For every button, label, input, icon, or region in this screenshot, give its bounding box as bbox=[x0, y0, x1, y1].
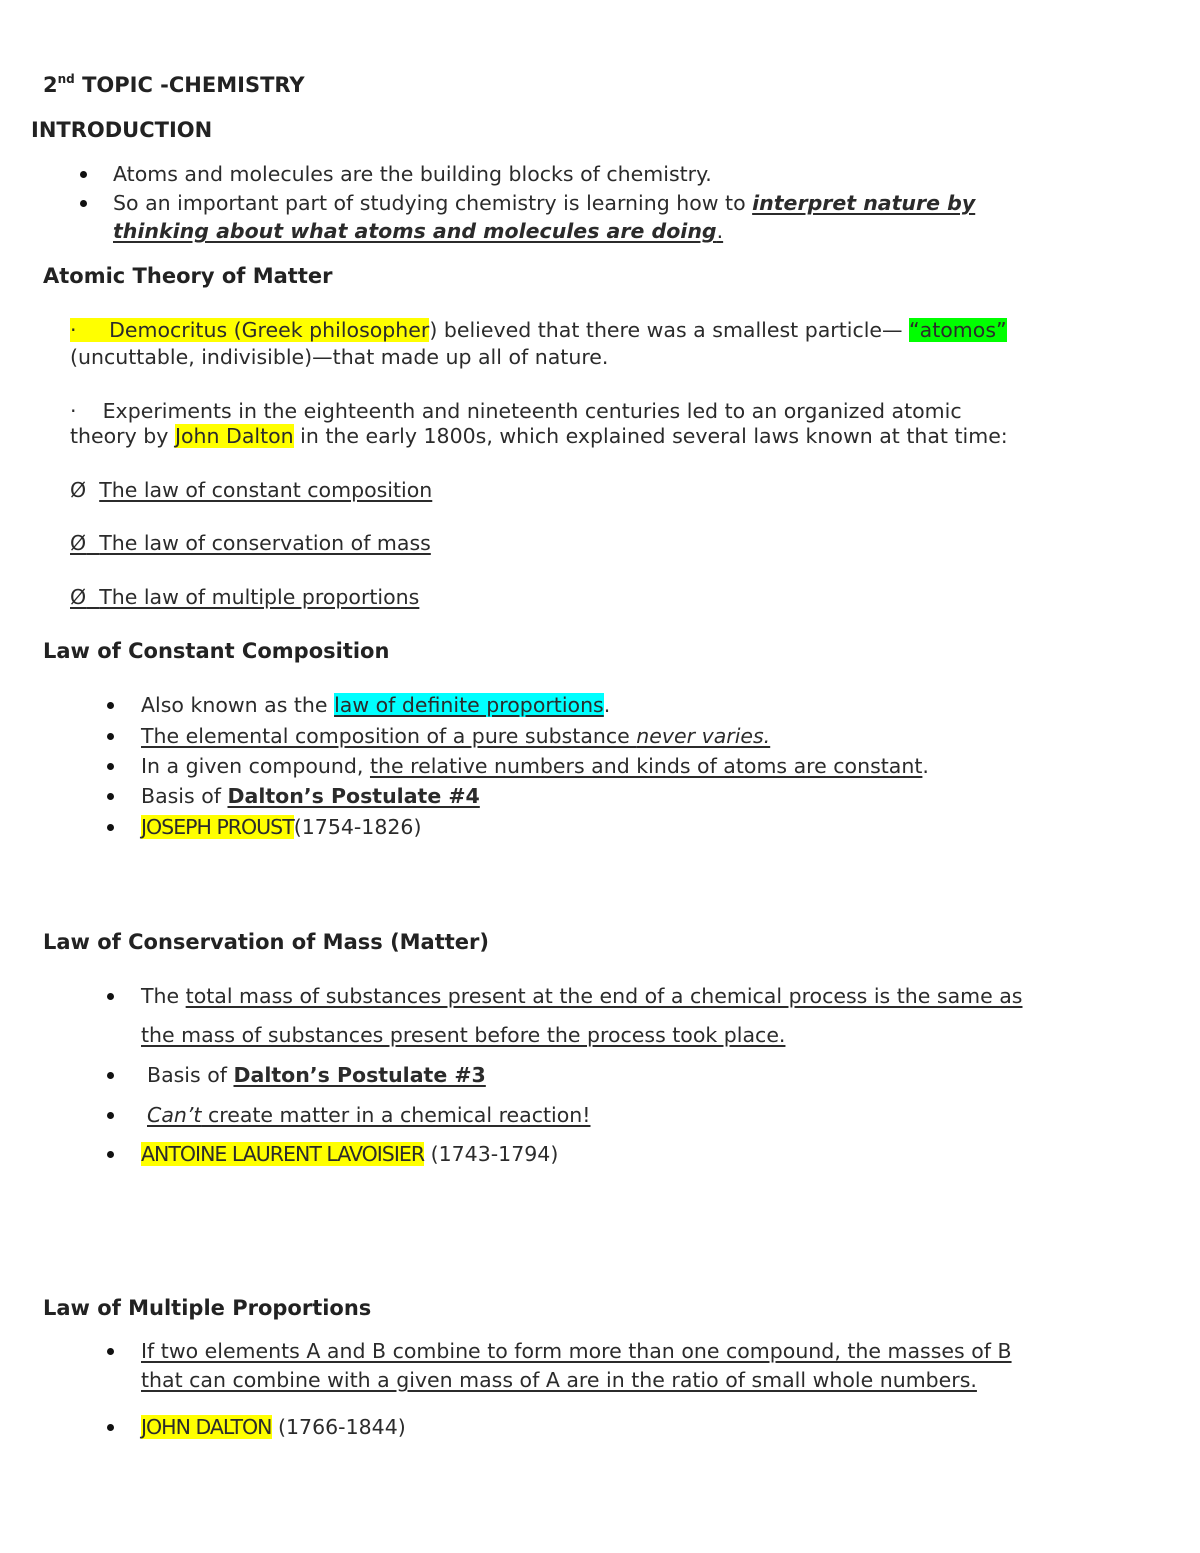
definite-proportions-term: law of definite proportions bbox=[334, 693, 604, 717]
dalton-line-2 bbox=[70, 423, 1008, 449]
conservation-b1-underline: total mass of substances present at the end of a chemical process is the same as bbox=[185, 984, 1023, 1008]
conservation-bullet-2 bbox=[147, 1062, 486, 1088]
constant-b1-end: . bbox=[603, 693, 611, 717]
intro-bullet-2-line-2 bbox=[113, 218, 723, 244]
conservation-bullet-1-line-2 bbox=[141, 1022, 785, 1048]
atomic-theory-heading: Atomic Theory of Matter bbox=[43, 264, 333, 288]
intro-bullet-2-end: . bbox=[716, 219, 724, 243]
bullet-icon bbox=[107, 793, 114, 800]
constant-b1-text: Also known as the bbox=[141, 693, 335, 717]
cant-italic: Can’t bbox=[147, 1103, 202, 1127]
intro-bullet-2-emphasis: interpret nature by bbox=[752, 191, 976, 215]
democritus-name: Democritus (Greek philosopher bbox=[109, 318, 430, 342]
bullet-icon bbox=[107, 1072, 114, 1079]
proust-years: (1754-1826) bbox=[293, 815, 422, 839]
page-title bbox=[43, 72, 305, 98]
constant-bullet-1 bbox=[141, 692, 610, 718]
title-number: 2 bbox=[43, 73, 58, 97]
postulate-4: Dalton’s Postulate #4 bbox=[227, 784, 480, 808]
conservation-bullet-4 bbox=[141, 1141, 558, 1167]
law-item-2 bbox=[70, 530, 431, 556]
middle-dot: · bbox=[70, 399, 77, 423]
bullet-icon bbox=[107, 733, 114, 740]
bullet-icon bbox=[107, 702, 114, 709]
dalton-text-2: theory by bbox=[70, 424, 175, 448]
conservation-bullet-1-line-1 bbox=[141, 983, 1023, 1009]
multiple-proportions-heading: Law of Multiple Proportions bbox=[43, 1296, 372, 1320]
democritus-line-1 bbox=[70, 317, 1007, 343]
dalton-text-3: in the early 1800s, which explained several laws known at that time: bbox=[293, 424, 1008, 448]
democritus-highlight bbox=[70, 318, 429, 342]
joseph-proust-name: JOSEPH PROUST bbox=[141, 815, 294, 839]
empty-set-icon: Ø bbox=[70, 531, 87, 555]
conservation-b3-text: create matter in a chemical reaction! bbox=[201, 1103, 591, 1127]
lavoisier-years: (1743-1794) bbox=[424, 1142, 559, 1166]
conservation-heading: Law of Conservation of Mass (Matter) bbox=[43, 930, 490, 954]
john-dalton-name: John Dalton bbox=[174, 424, 294, 448]
bullet-icon bbox=[107, 1424, 114, 1431]
middle-dot: · bbox=[70, 318, 77, 342]
bullet-icon bbox=[80, 200, 87, 207]
constant-b2-italic: never varies. bbox=[636, 724, 771, 748]
john-dalton-caps-name: JOHN DALTON bbox=[141, 1415, 272, 1439]
constant-b3-underline: the relative numbers and kinds of atoms are constant bbox=[369, 754, 923, 778]
intro-bullet-2-line-1 bbox=[113, 190, 975, 216]
dalton-line-1 bbox=[70, 398, 962, 424]
bullet-icon bbox=[80, 171, 87, 178]
constant-bullet-5 bbox=[141, 814, 421, 840]
multiple-bullet-1-line-2 bbox=[141, 1367, 977, 1393]
multiple-bullet-2 bbox=[141, 1414, 406, 1440]
bullet-icon bbox=[107, 1151, 114, 1158]
conservation-b1-underline-cont: the mass of substances present before the process took place. bbox=[141, 1023, 786, 1047]
postulate-3: Dalton’s Postulate #3 bbox=[233, 1063, 486, 1087]
title-text: TOPIC -CHEMISTRY bbox=[74, 73, 305, 97]
lavoisier-name: ANTOINE LAURENT LAVOISIER bbox=[141, 1142, 425, 1166]
bullet-icon bbox=[107, 1348, 114, 1355]
multiple-b1-text-cont: that can combine with a given mass of A are in the ratio of small whole numbers. bbox=[141, 1368, 977, 1392]
law-2-text: The law of conservation of mass bbox=[99, 531, 431, 555]
title-superscript: nd bbox=[57, 72, 75, 86]
intro-bullet-2-emphasis-cont: thinking about what atoms and molecules are doing bbox=[113, 219, 717, 243]
bullet-icon bbox=[107, 763, 114, 770]
democritus-text: ) believed that there was a smallest particle— bbox=[429, 318, 910, 342]
law-1-text: The law of constant composition bbox=[99, 478, 433, 502]
constant-bullet-3 bbox=[141, 753, 929, 779]
constant-bullet-2 bbox=[141, 723, 770, 749]
constant-b2-text: The elemental composition of a pure substance bbox=[141, 724, 637, 748]
intro-heading: INTRODUCTION bbox=[31, 118, 213, 142]
law-3-text: The law of multiple proportions bbox=[99, 585, 420, 609]
intro-bullet-1: Atoms and molecules are the building blocks of chemistry. bbox=[113, 162, 712, 186]
bullet-icon bbox=[107, 824, 114, 831]
conservation-b2-text: Basis of bbox=[147, 1063, 234, 1087]
law-item-1 bbox=[70, 477, 432, 503]
empty-set-icon: Ø bbox=[70, 478, 87, 502]
constant-composition-heading: Law of Constant Composition bbox=[43, 639, 390, 663]
bullet-icon bbox=[107, 1112, 114, 1119]
dalton-years: (1766-1844) bbox=[271, 1415, 406, 1439]
democritus-line-2: (uncuttable, indivisible)—that made up all of nature. bbox=[70, 345, 609, 369]
intro-bullet-2-text: So an important part of studying chemistry is learning how to bbox=[113, 191, 753, 215]
atomos-term: “atomos” bbox=[909, 318, 1007, 342]
constant-bullet-4 bbox=[141, 783, 480, 809]
bullet-icon bbox=[107, 993, 114, 1000]
multiple-b1-text: If two elements A and B combine to form more than one compound, the masses of B bbox=[141, 1339, 1012, 1363]
multiple-bullet-1-line-1 bbox=[141, 1338, 1012, 1364]
conservation-bullet-3 bbox=[147, 1102, 591, 1128]
constant-b3-end: . bbox=[922, 754, 929, 778]
constant-b4-text: Basis of bbox=[141, 784, 228, 808]
law-item-3 bbox=[70, 584, 419, 610]
dalton-text-1: Experiments in the eighteenth and nineteenth centuries led to an organized atomic bbox=[102, 399, 962, 423]
constant-b3-text: In a given compound, bbox=[141, 754, 370, 778]
conservation-b1-text: The bbox=[141, 984, 186, 1008]
empty-set-icon: Ø bbox=[70, 585, 87, 609]
